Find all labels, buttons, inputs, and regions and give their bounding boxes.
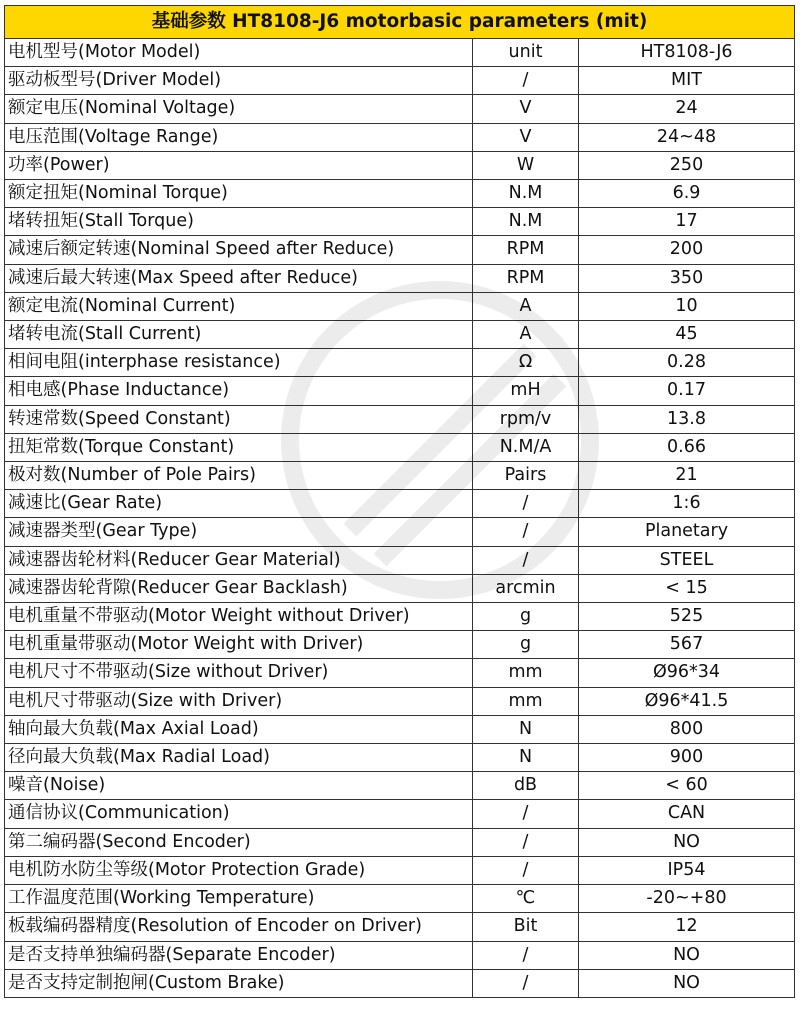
table-row (5, 800, 795, 828)
value-cell: 525 (579, 603, 795, 631)
value-cell: STEEL (579, 546, 795, 574)
unit-cell: RPM (473, 264, 579, 292)
param-name-cell: 电机重量不带驱动(Motor Weight without Driver) (5, 603, 473, 631)
value-cell: -20~+80 (579, 885, 795, 913)
table-row (5, 377, 795, 405)
param-name-cell: 减速后最大转速(Max Speed after Reduce) (5, 264, 473, 292)
param-name-cell: 减速后额定转速(Nominal Speed after Reduce) (5, 236, 473, 264)
unit-cell: W (473, 151, 579, 179)
table-body (5, 39, 795, 998)
table-row (5, 518, 795, 546)
unit-cell: V (473, 95, 579, 123)
value-cell: 17 (579, 208, 795, 236)
unit-cell: / (473, 941, 579, 969)
unit-cell: N (473, 744, 579, 772)
value-cell: 24~48 (579, 123, 795, 151)
table-row (5, 772, 795, 800)
param-name-cell: 驱动板型号(Driver Model) (5, 67, 473, 95)
param-name-cell: 扭矩常数(Torque Constant) (5, 433, 473, 461)
value-cell: 1:6 (579, 490, 795, 518)
param-name-cell: 减速器齿轮材料(Reducer Gear Material) (5, 546, 473, 574)
param-name-cell: 电机尺寸带驱动(Size with Driver) (5, 687, 473, 715)
value-cell: 200 (579, 236, 795, 264)
table-row (5, 180, 795, 208)
unit-cell: / (473, 828, 579, 856)
param-name-cell: 减速器齿轮背隙(Reducer Gear Backlash) (5, 574, 473, 602)
value-cell: 0.66 (579, 433, 795, 461)
unit-cell: arcmin (473, 574, 579, 602)
unit-cell: unit (473, 39, 579, 67)
unit-cell: Bit (473, 913, 579, 941)
param-name-cell: 轴向最大负载(Max Axial Load) (5, 715, 473, 743)
table-row (5, 236, 795, 264)
unit-cell: g (473, 631, 579, 659)
value-cell: 10 (579, 292, 795, 320)
unit-cell: Pairs (473, 462, 579, 490)
param-name-cell: 功率(Power) (5, 151, 473, 179)
table-row (5, 349, 795, 377)
table-row (5, 546, 795, 574)
table-row (5, 208, 795, 236)
table-row (5, 151, 795, 179)
param-name-cell: 电压范围(Voltage Range) (5, 123, 473, 151)
param-name-cell: 堵转电流(Stall Current) (5, 321, 473, 349)
unit-cell: mm (473, 687, 579, 715)
param-name-cell: 相电感(Phase Inductance) (5, 377, 473, 405)
table-row (5, 264, 795, 292)
unit-cell: RPM (473, 236, 579, 264)
table-row (5, 885, 795, 913)
unit-cell: A (473, 292, 579, 320)
table-row (5, 321, 795, 349)
value-cell: NO (579, 969, 795, 997)
table-row (5, 744, 795, 772)
table-row (5, 603, 795, 631)
unit-cell: / (473, 856, 579, 884)
value-cell: CAN (579, 800, 795, 828)
value-cell: Planetary (579, 518, 795, 546)
table-row (5, 405, 795, 433)
table-row (5, 574, 795, 602)
value-cell: NO (579, 941, 795, 969)
param-name-cell: 径向最大负载(Max Radial Load) (5, 744, 473, 772)
value-cell: NO (579, 828, 795, 856)
param-name-cell: 额定电流(Nominal Current) (5, 292, 473, 320)
table-row (5, 659, 795, 687)
param-name-cell: 转速常数(Speed Constant) (5, 405, 473, 433)
value-cell: 12 (579, 913, 795, 941)
unit-cell: dB (473, 772, 579, 800)
value-cell: 0.17 (579, 377, 795, 405)
unit-cell: / (473, 546, 579, 574)
value-cell: HT8108-J6 (579, 39, 795, 67)
value-cell: 21 (579, 462, 795, 490)
param-name-cell: 板载编码器精度(Resolution of Encoder on Driver) (5, 913, 473, 941)
unit-cell: mm (473, 659, 579, 687)
value-cell: MIT (579, 67, 795, 95)
unit-cell: N.M (473, 180, 579, 208)
unit-cell: Ω (473, 349, 579, 377)
table-row (5, 941, 795, 969)
value-cell: 6.9 (579, 180, 795, 208)
param-name-cell: 电机型号(Motor Model) (5, 39, 473, 67)
value-cell: Ø96*41.5 (579, 687, 795, 715)
unit-cell: / (473, 67, 579, 95)
param-name-cell: 堵转扭矩(Stall Torque) (5, 208, 473, 236)
table-row (5, 828, 795, 856)
value-cell: 13.8 (579, 405, 795, 433)
table-row (5, 490, 795, 518)
table-row (5, 123, 795, 151)
param-name-cell: 是否支持单独编码器(Separate Encoder) (5, 941, 473, 969)
table-row (5, 856, 795, 884)
param-name-cell: 额定扭矩(Nominal Torque) (5, 180, 473, 208)
unit-cell: / (473, 800, 579, 828)
param-name-cell: 极对数(Number of Pole Pairs) (5, 462, 473, 490)
table-title-row (5, 6, 795, 39)
param-name-cell: 电机尺寸不带驱动(Size without Driver) (5, 659, 473, 687)
unit-cell: / (473, 490, 579, 518)
table-row (5, 433, 795, 461)
table-row (5, 39, 795, 67)
table-row (5, 913, 795, 941)
unit-cell: / (473, 969, 579, 997)
value-cell: < 60 (579, 772, 795, 800)
unit-cell: / (473, 518, 579, 546)
table-row (5, 631, 795, 659)
value-cell: IP54 (579, 856, 795, 884)
param-name-cell: 噪音(Noise) (5, 772, 473, 800)
value-cell: 567 (579, 631, 795, 659)
value-cell: 250 (579, 151, 795, 179)
unit-cell: A (473, 321, 579, 349)
table-row (5, 715, 795, 743)
unit-cell: N.M/A (473, 433, 579, 461)
param-name-cell: 第二编码器(Second Encoder) (5, 828, 473, 856)
value-cell: < 15 (579, 574, 795, 602)
param-name-cell: 电机重量带驱动(Motor Weight with Driver) (5, 631, 473, 659)
param-name-cell: 相间电阻(interphase resistance) (5, 349, 473, 377)
motor-parameters-table (4, 5, 795, 998)
table-row (5, 969, 795, 997)
unit-cell: g (473, 603, 579, 631)
param-name-cell: 通信协议(Communication) (5, 800, 473, 828)
value-cell: 350 (579, 264, 795, 292)
unit-cell: N (473, 715, 579, 743)
unit-cell: V (473, 123, 579, 151)
table-row (5, 687, 795, 715)
table-row (5, 462, 795, 490)
table-row (5, 292, 795, 320)
param-name-cell: 额定电压(Nominal Voltage) (5, 95, 473, 123)
table-row (5, 67, 795, 95)
param-name-cell: 电机防水防尘等级(Motor Protection Grade) (5, 856, 473, 884)
value-cell: 800 (579, 715, 795, 743)
unit-cell: ℃ (473, 885, 579, 913)
value-cell: 45 (579, 321, 795, 349)
value-cell: Ø96*34 (579, 659, 795, 687)
unit-cell: N.M (473, 208, 579, 236)
param-name-cell: 减速比(Gear Rate) (5, 490, 473, 518)
value-cell: 0.28 (579, 349, 795, 377)
table-row (5, 95, 795, 123)
unit-cell: mH (473, 377, 579, 405)
unit-cell: rpm/v (473, 405, 579, 433)
param-name-cell: 工作温度范围(Working Temperature) (5, 885, 473, 913)
param-name-cell: 减速器类型(Gear Type) (5, 518, 473, 546)
table-title: 基础参数 HT8108-J6 motorbasic parameters (mit) (5, 6, 795, 39)
value-cell: 900 (579, 744, 795, 772)
value-cell: 24 (579, 95, 795, 123)
param-name-cell: 是否支持定制抱闸(Custom Brake) (5, 969, 473, 997)
